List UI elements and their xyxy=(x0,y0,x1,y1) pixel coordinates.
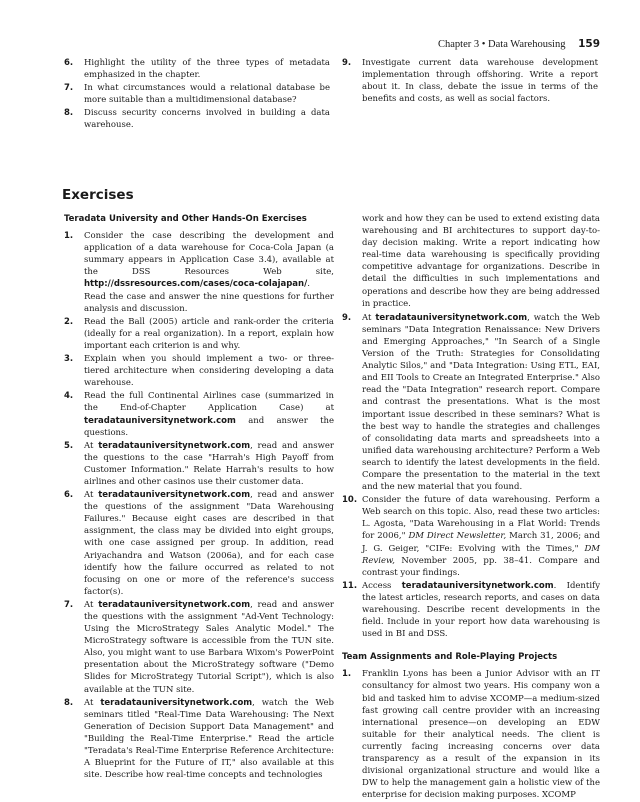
link[interactable]: teradatauniversitynetwork.com xyxy=(98,440,251,451)
list-item: 4. Read the full Continental Airlines case (summarized in the End-of-Chapter Application Case) at teradatauniversitynetwork.com and answer the questions. xyxy=(64,391,334,438)
list-item: 7. In what circumstances would a relational database be more suitable than a multidimensional database? xyxy=(64,83,330,106)
chapter-title: Chapter 3 • Data Warehousing xyxy=(438,39,566,50)
exercises-left-column xyxy=(64,213,334,782)
running-header xyxy=(438,38,600,50)
list-item: 10. Consider the future of data warehousing. Perform a Web search on this topic. Also, read these two articles: L. Agosta, "Data Warehousing in a Flat World: Trends for 2006," DM Direct Newsletter, March 31, 2006; and J. G. Geiger, "CIFe: Evolving with the Times," DM Review, November 2005, pp. 38–41. Compare and contrast your findings. xyxy=(342,495,601,578)
list-item-continuation: work and how they can be used to extend existing data warehousing and BI architectures to support day-to-day decision making. Write a report indicating how real-time data warehousing is specifically providing competitive advantage for organizations. Describe in detail the difficulties in such implementations and operations and describe how they are being addressed in practice. xyxy=(362,214,600,309)
subsection-heading: Team Assignments and Role-Playing Projects xyxy=(342,652,558,663)
list-item: 9. Investigate current data warehouse development implementation through offshoring. Write a report about it. In class, debate the issue in terms of the benefits and costs, as well as social factors. xyxy=(342,58,598,105)
list-item: 8. Discuss security concerns involved in building a data warehouse. xyxy=(64,108,330,131)
link[interactable]: teradatauniversitynetwork.com xyxy=(98,599,251,610)
list-item: 2. Read the Ball (2005) article and rank-order the criteria (ideally for a real organization). In a report, explain how important each criterion is and why. xyxy=(64,316,334,351)
page-number: 159 xyxy=(578,38,600,50)
link[interactable]: teradatauniversitynetwork.com xyxy=(100,697,253,708)
questions-left-column xyxy=(64,57,330,133)
list-item: 9. At teradatauniversitynetwork.com, watch the Web seminars "Data Integration Renaissance: New Drivers and Emerging Approaches," "In Search of a Single Version of the Truth: Strategies for Consolidating Analytic Silos," and "Data Integration: Using ETL, EAI, and EII Tools to Create an Integrated Enterprise." Also read the "Data Integration" research report. Compare and contrast the presentations. What is the most important issue described in these seminars? What is the best way to handle the strategies and challenges of consolidating data marts and spreadsheets into a unified data warehousing architecture? Perform a Web search to identify the latest developments in the field. Compare the presentation to the material in the text and the new material that you found. xyxy=(342,312,600,493)
section-title: Exercises xyxy=(62,187,134,203)
list-item: 1. Consider the case describing the development and application of a data warehouse for Coca-Cola Japan (a summary appears in Application Case 3.4), available at the DSS Resources Web site, http://dssresources.com/cases/coca-colajapan/. Read the case and answer the nine questions for further analysis and discussion. xyxy=(64,231,334,314)
link[interactable]: teradatauniversitynetwork.com xyxy=(401,580,554,591)
questions-right-column xyxy=(342,57,598,106)
subsection-heading: Teradata University and Other Hands-On Exercises xyxy=(64,214,307,224)
list-item: 3. Explain when you should implement a two- or three-tiered architecture when considering developing a data warehouse. xyxy=(64,354,334,389)
list-item: 8. At teradatauniversitynetwork.com, watch the Web seminars titled "Real-Time Data Warehousing: The Next Generation of Decision Support Data Management" and "Building the Real-Time Enterprise." Read the article "Teradata's Real-Time Enterprise Reference Architecture: A Blueprint for the Future of IT," also available at this site. Describe how real-time concepts and technologies xyxy=(64,697,334,781)
link[interactable]: teradatauniversitynetwork.com xyxy=(98,490,251,501)
link[interactable]: teradatauniversitynetwork.com xyxy=(375,312,528,323)
link[interactable]: teradatauniversitynetwork.com xyxy=(84,415,236,426)
list-item: 6. At teradatauniversitynetwork.com, read and answer the questions of the assignment "Data Warehousing Failures." Because eight cases are described in that assignment, the class may be divided into eight groups, with one case assigned per group. In addition, read Ariyachandra and Watson (2006a), and for each case identify how the failure occurred as related to not focusing on one or more of the reference's success factor(s). xyxy=(64,490,334,597)
list-item: 5. At teradatauniversitynetwork.com, read and answer the questions to the case "Harrah's High Payoff from Customer Information." Relate Harrah's results to how airlines and other casinos use their customer data. xyxy=(64,440,334,487)
exercises-right-column xyxy=(342,213,600,802)
list-item: 11. Access teradatauniversitynetwork.com. Identify the latest articles, research reports, and cases on data warehousing. Describe recent developments in the field. Include in your report how data warehousing is used in BI and DSS. xyxy=(342,580,600,640)
list-item: 7. At teradatauniversitynetwork.com, read and answer the questions with the assignment "Ad-Vent Technology: Using the MicroStrategy Sales Analytic Model." The MicroStrategy software is accessible from the TUN site. Also, you might want to use Barbara Wixom's PowerPoint presentation about the MicroStrategy software ("Demo Slides for MicroStrategy Tutorial Script"), which is also available at the TUN site. xyxy=(64,599,334,695)
link[interactable]: http://dssresources.com/cases/coca-colajapan/ xyxy=(84,279,308,290)
list-item: 6. Highlight the utility of the three types of metadata emphasized in the chapter. xyxy=(64,58,330,81)
list-item: 1. Franklin Lyons has been a Junior Advisor with an IT consultancy for almost two years. His company won a bid and tasked him to advise XCOMP—a medium-sized fast growing call centre provider with an increasing international presence—on developing an EDW suitable for their analytical needs. The client is currently facing increasing concerns over data transparency as a result of the expansion in its divisional organizational structure and would like a DW to help the management gain a holistic view of the enterprise for decision making purposes. XCOMP xyxy=(342,669,600,801)
